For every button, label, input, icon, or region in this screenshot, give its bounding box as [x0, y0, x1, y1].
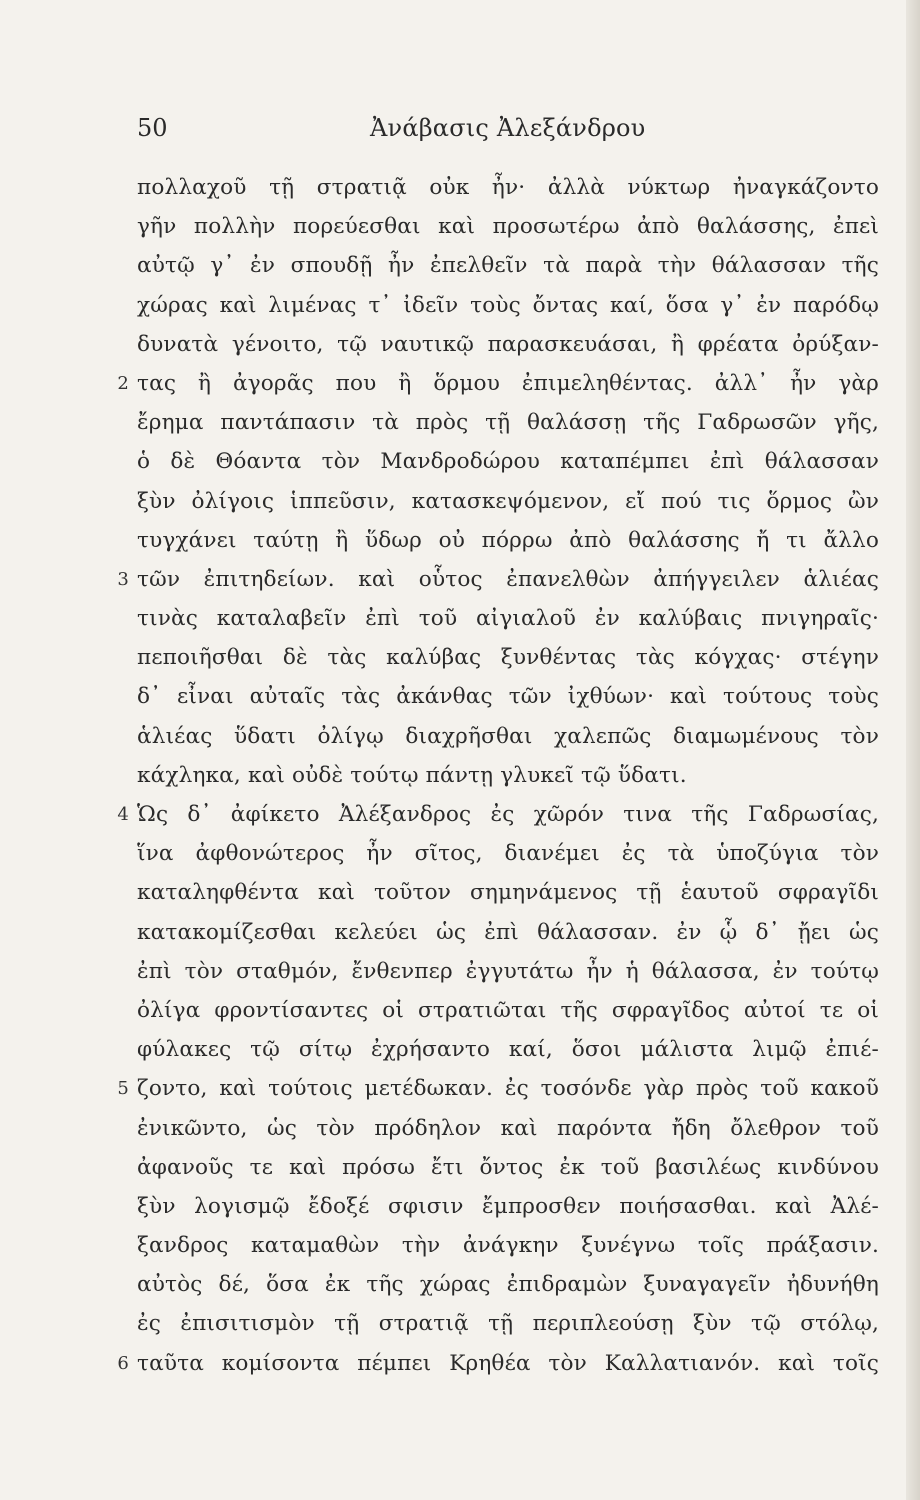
- text-line: [137, 207, 879, 246]
- page-edge: [906, 0, 920, 1500]
- running-title: Ἀνάβασις Ἀλεξάνδρου: [370, 114, 646, 142]
- line-text: τας ἢ ἀγορᾶς που ἢ ὅρμου ἐπιμεληθέντας. ἀλλ᾽ ἦν γὰρ: [137, 370, 879, 396]
- line-text: ἔρημα παντάπασιν τὰ πρὸς τῇ θαλάσσῃ τῆς Γαδρωσῶν γῆς,: [137, 410, 879, 436]
- text-line: [137, 482, 879, 521]
- text-line: [137, 168, 879, 207]
- line-text: καταληφθέντα καὶ τοῦτον σημηνάμενος τῇ ἑαυτοῦ σφραγῖδι: [137, 880, 879, 906]
- line-text: τῶν ἐπιτηδείων. καὶ οὗτος ἐπανελθὼν ἀπήγγειλεν ἁλιέας: [137, 566, 879, 592]
- text-line: [117, 1344, 879, 1383]
- text-line: [137, 1304, 879, 1343]
- line-text: τυγχάνει ταύτῃ ἢ ὕδωρ οὐ πόρρω ἀπὸ θαλάσσης ἤ τι ἄλλο: [137, 527, 879, 553]
- line-text: κατακομίζεσθαι κελεύει ὡς ἐπὶ θάλασσαν. ἐν ᾧ δ᾽ ᾔει ὡς: [137, 919, 879, 945]
- line-text: χώρας καὶ λιμένας τ᾽ ἰδεῖν τοὺς ὄντας καί, ὅσα γ᾽ ἐν παρόδῳ: [137, 292, 879, 318]
- line-text: ἐς ἐπισιτισμὸν τῇ στρατιᾷ τῇ περιπλεούσῃ ξὺν τῷ στόλῳ,: [137, 1311, 879, 1337]
- text-line: [137, 952, 879, 991]
- text-line: [137, 756, 879, 795]
- text-line: [137, 1148, 879, 1187]
- text-line: [137, 1226, 879, 1265]
- line-text: αὐτὸς δέ, ὅσα ἐκ τῆς χώρας ἐπιδραμὼν ξυναγαγεῖν ἠδυνήθη: [137, 1272, 879, 1298]
- text-line: [137, 1265, 879, 1304]
- line-text: δ᾽ εἶναι αὐταῖς τὰς ἀκάνθας τῶν ἰχθύων· καὶ τούτους τοὺς: [137, 684, 879, 710]
- line-text: γῆν πολλὴν πορεύεσθαι καὶ προσωτέρω ἀπὸ θαλάσσης, ἐπεὶ: [137, 214, 879, 240]
- line-text: ζοντο, καὶ τούτοις μετέδωκαν. ἐς τοσόνδε γὰρ πρὸς τοῦ κακοῦ: [137, 1076, 879, 1102]
- section-number: 5: [117, 1078, 129, 1100]
- line-text: ξὺν ὀλίγοις ἱππεῦσιν, κατασκεψόμενον, εἴ πού τις ὅρμος ὢν: [137, 488, 879, 514]
- text-line: [117, 795, 879, 834]
- text-line: [137, 325, 879, 364]
- text-line: [137, 991, 879, 1030]
- line-text: κάχληκα, καὶ οὐδὲ τούτῳ πάντῃ γλυκεῖ τῷ ὕδατι.: [137, 762, 687, 788]
- text-line: [137, 246, 879, 285]
- line-text: ἐνικῶντο, ὡς τὸν πρόδηλον καὶ παρόντα ἤδη ὄλεθρον τοῦ: [137, 1115, 879, 1141]
- section-number: 3: [117, 568, 129, 590]
- line-text: αὐτῷ γ᾽ ἐν σπουδῇ ἦν ἐπελθεῖν τὰ παρὰ τὴν θάλασσαν τῆς: [137, 253, 879, 279]
- text-line: [137, 717, 879, 756]
- line-text: δυνατὰ γένοιτο, τῷ ναυτικῷ παρασκευάσαι, ἢ φρέατα ὀρύξαν-: [137, 331, 879, 357]
- line-text: τινὰς καταλαβεῖν ἐπὶ τοῦ αἰγιαλοῦ ἐν καλύβαις πνιγηραῖς·: [137, 606, 879, 632]
- text-line: [137, 1109, 879, 1148]
- body-text: [117, 168, 879, 1383]
- text-line: [137, 521, 879, 560]
- section-number: 6: [117, 1352, 129, 1374]
- text-line: [137, 442, 879, 481]
- text-line: [137, 599, 879, 638]
- text-line: [137, 286, 879, 325]
- text-line: [117, 560, 879, 599]
- text-line: [137, 1030, 879, 1069]
- line-text: ξανδρος καταμαθὼν τὴν ἀνάγκην ξυνέγνω τοῖς πράξασιν.: [137, 1233, 879, 1259]
- page-header: [137, 108, 877, 148]
- line-text: ὀλίγα φροντίσαντες οἱ στρατιῶται τῆς σφραγῖδος αὐτοί τε οἱ: [137, 997, 879, 1023]
- text-line: [137, 638, 879, 677]
- line-text: Ὡς δ᾽ ἀφίκετο Ἀλέξανδρος ἐς χῶρόν τινα τῆς Γαδρωσίας,: [137, 802, 879, 827]
- text-line: [137, 913, 879, 952]
- line-text: ἐπὶ τὸν σταθμόν, ἔνθενπερ ἐγγυτάτω ἦν ἡ θάλασσα, ἐν τούτῳ: [137, 958, 879, 984]
- page-number: 50: [137, 114, 168, 142]
- line-text: ἀφανοῦς τε καὶ πρόσω ἔτι ὄντος ἐκ τοῦ βασιλέως κινδύνου: [137, 1154, 879, 1180]
- line-text: ἁλιέας ὕδατι ὀλίγῳ διαχρῆσθαι χαλεπῶς διαμωμένους τὸν: [137, 723, 879, 749]
- line-text: φύλακες τῷ σίτῳ ἐχρήσαντο καί, ὅσοι μάλιστα λιμῷ ἐπιέ-: [137, 1037, 879, 1063]
- line-text: ξὺν λογισμῷ ἔδοξέ σφισιν ἔμπροσθεν ποιήσασθαι. καὶ Ἀλέ-: [137, 1193, 879, 1219]
- line-text: πολλαχοῦ τῇ στρατιᾷ οὐκ ἦν· ἀλλὰ νύκτωρ ἠναγκάζοντο: [137, 175, 879, 200]
- text-line: [137, 873, 879, 912]
- section-number: 2: [117, 372, 129, 394]
- line-text: πεποιῆσθαι δὲ τὰς καλύβας ξυνθέντας τὰς κόγχας· στέγην: [137, 645, 879, 671]
- section-number: 4: [117, 804, 129, 825]
- text-line: [137, 677, 879, 716]
- text-line: [117, 364, 879, 403]
- line-text: ἵνα ἀφθονώτερος ἦν σῖτος, διανέμει ἐς τὰ ὑποζύγια τὸν: [137, 841, 879, 867]
- text-line: [137, 1187, 879, 1226]
- line-text: ὁ δὲ Θόαντα τὸν Μανδροδώρου καταπέμπει ἐπὶ θάλασσαν: [137, 449, 879, 475]
- text-line: [117, 1069, 879, 1108]
- text-line: [137, 834, 879, 873]
- line-text: ταῦτα κομίσοντα πέμπει Κρηθέα τὸν Καλλατιανόν. καὶ τοῖς: [137, 1350, 879, 1376]
- text-line: [137, 403, 879, 442]
